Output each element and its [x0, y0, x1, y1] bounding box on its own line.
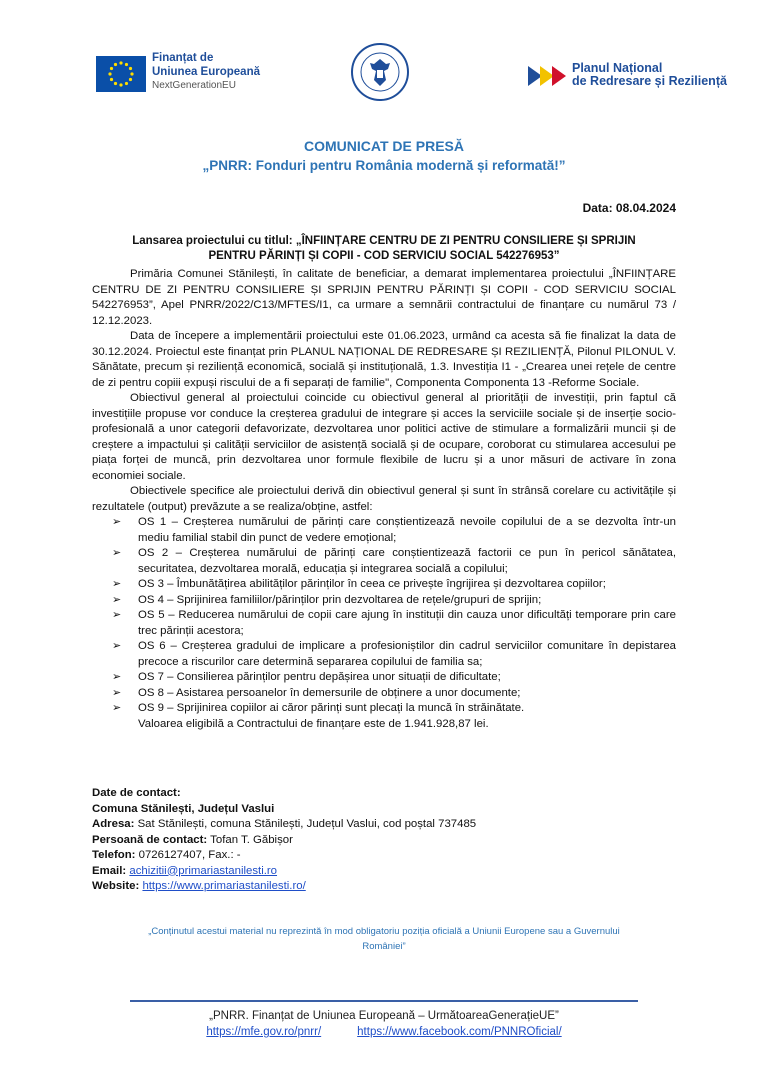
website-link[interactable]: https://www.primariastanilesti.ro/ [142, 880, 306, 892]
objective-text: OS 6 – Creșterea gradului de implicare a profesioniștilor din cadrul serviciilor comunitare în depistarea precoce a riscurilor care determină separarea copilului de familia sa; [138, 640, 676, 668]
address-label: Adresa: [92, 818, 135, 830]
objectives-list [92, 515, 676, 717]
contact-person-value: Tofan T. Găbișor [207, 833, 293, 846]
contact-details [92, 786, 676, 895]
email-link[interactable]: achizitii@primariastanilesti.ro [129, 864, 278, 877]
list-item [92, 515, 676, 546]
contact-person-label: Persoană de contact: [92, 833, 208, 846]
objective-text: OS 7 – Consilierea părinților pentru depășirea unor situații de dificultate; [138, 671, 501, 683]
pnrr-logo-line2: de Redresare și Reziliență [572, 74, 727, 88]
list-item [92, 670, 676, 686]
eu-logo-line2: Uniunea Europeană [152, 65, 260, 78]
address-value: Sat Stănilești, comuna Stănilești, Județul Vaslui, cod poștal 737485 [134, 818, 477, 830]
release-date: Data: 08.04.2024 [582, 201, 676, 215]
objective-text: OS 5 – Reducerea numărului de copii care ajung în instituții din cauza unor dificultăți temporare prin care trec părinții acestora; [138, 609, 676, 637]
paragraph-specific-objectives: Obiectivele specifice ale proiectului derivă din obiectivul general și sunt în strânsă corelare cu activitățile și rezultatele (output) prevăzute a se realiza/obține, astfel: [92, 485, 676, 513]
list-item [92, 639, 676, 670]
objective-text: OS 8 – Asistarea persoanelor în demersurile de obținere a unor documente; [138, 686, 521, 699]
eu-flag-icon [96, 56, 146, 92]
contact-heading: Date de contact: [92, 787, 181, 799]
footer-divider [130, 1000, 638, 1002]
pnrr-flag-icon [528, 64, 568, 88]
footer-funding-text: „PNRR. Finanțat de Uniunea Europeană – UrmătoareaGenerațieUE” [209, 1010, 559, 1022]
phone-label: Telefon: [92, 849, 136, 861]
paragraph-general-objective: Obiectivul general al proiectului coincide cu obiectivul general al priorității de investiții, prin faptul că investițiile propuse vor conduce la creșterea gradului de integrare și acces la serviciile sociale și de inserție socio-profesională a unor categorii defavorizate, dezvoltarea unor politici active de stimulare a formalizării muncii și de creștere a impactului și calității serviciilor de asistență socială și de ocupare, coroborat cu stimularea accesului pe piața forței de muncă, prin dezvoltarea unor formule flexibile de lucru și a unor măsuri de activare în zona economiei sociale. [92, 392, 676, 482]
disclaimer-line1: „Conținutul acestui material nu reprezintă în mod obligatoriu poziția oficială a Uniunii Europene sau a Guvernului [148, 926, 620, 937]
pnrr-logo [528, 62, 728, 92]
eu-funding-logo [96, 50, 296, 96]
eu-logo-line3: NextGenerationEU [152, 80, 236, 91]
project-headline [120, 234, 648, 264]
arrow-bullet-icon: ➢ [112, 686, 122, 699]
list-item [92, 546, 676, 577]
list-item [92, 686, 676, 702]
arrow-bullet-icon: ➢ [112, 640, 122, 652]
press-release-body [92, 267, 676, 732]
facebook-pnrr-link[interactable]: https://www.facebook.com/PNNROficial/ [357, 1026, 562, 1038]
eu-logo-line1: Finanțat de [152, 52, 214, 64]
contact-organization: Comuna Stănilești, Județul Vaslui [92, 802, 275, 815]
headline-line1: Lansarea proiectului cu titlul: „ÎNFIINȚARE CENTRU DE ZI PENTRU CONSILIERE ȘI SPRIJIN [132, 235, 636, 247]
list-item [92, 701, 676, 717]
arrow-bullet-icon: ➢ [112, 702, 122, 714]
objective-text: OS 9 – Sprijinirea copiilor ai căror părinți sunt plecați la muncă în străinătate. [138, 702, 525, 714]
arrow-bullet-icon: ➢ [112, 578, 122, 590]
objective-text: OS 3 – Îmbunătățirea abilităților părinților în ceea ce privește îngrijirea și dezvoltarea copiilor; [138, 578, 606, 590]
romanian-government-seal-icon [350, 42, 410, 102]
press-release-title: COMUNICAT DE PRESĂ [304, 138, 464, 154]
mfe-pnrr-link[interactable]: https://mfe.gov.ro/pnrr/ [206, 1026, 322, 1038]
eligible-value-sentence: Valoarea eligibilă a Contractului de finanțare este de 1.941.928,87 lei. [138, 717, 489, 730]
arrow-bullet-icon: ➢ [112, 609, 122, 621]
objective-text: OS 2 – Creșterea numărului de părinți care conștientizează factorii ce pun în pericol sănătatea, securitatea, dezvoltarea morală, educația și integrarea socială a copilului; [138, 547, 676, 575]
headline-line2: PENTRU PĂRINȚI ȘI COPII - COD SERVICIU SOCIAL 542276953” [208, 250, 560, 262]
disclaimer [112, 924, 656, 954]
objective-text: OS 4 – Sprijinirea familiilor/părinților prin dezvoltarea de rețele/grupuri de sprijin; [138, 593, 542, 606]
press-release-subtitle: „PNRR: Fonduri pentru România modernă și reformată!” [202, 158, 566, 173]
list-item [92, 577, 676, 593]
list-item [92, 608, 676, 639]
website-label: Website: [92, 880, 140, 892]
email-label: Email: [92, 864, 127, 877]
paragraph-dates: Data de începere a implementării proiectului este 01.06.2023, urmând ca acesta să fie finalizat la data de 30.12.2024. Proiectul este finanțat prin PLANUL NAȚIONAL DE REDRESARE ȘI REZILIENȚĂ, Pilonul PILONUL V. Sănătate, precum și reziliență economică, socială și instituțională, 1.3. Investiția I1 - „Crearea unei rețele de centre de zi pentru copiii expuși riscului de a fi separați de familie", Componenta Componenta 13 -Reforme Sociale. [92, 330, 676, 389]
phone-value: 0726127407, Fax.: - [135, 849, 241, 861]
objective-text: OS 1 – Creșterea numărului de părinți care conștientizează nevoile copilului de a se dezvolta într-un mediu familial stabil din punct de vedere emoțional; [138, 516, 676, 544]
paragraph-intro: Primăria Comunei Stănilești, în calitate de beneficiar, a demarat implementarea proiectului „ÎNFIINȚARE CENTRU DE ZI PENTRU CONSILIERE ȘI SPRIJIN PENTRU PĂRINȚI ȘI COPII - COD SERVICIU SOCIAL 542276953”, Apel PNRR/2022/C13/MFTES/I1, ca urmare a semnării contractului de finanțare cu numărul 73 / 12.12.2023. [92, 268, 676, 327]
list-item [92, 593, 676, 609]
arrow-bullet-icon: ➢ [112, 547, 122, 559]
arrow-bullet-icon: ➢ [112, 593, 122, 606]
disclaimer-line2: României” [362, 941, 406, 952]
arrow-bullet-icon: ➢ [112, 671, 122, 683]
pnrr-logo-line1: Planul Național [572, 61, 663, 75]
arrow-bullet-icon: ➢ [112, 516, 122, 528]
footer-links [0, 1026, 768, 1038]
